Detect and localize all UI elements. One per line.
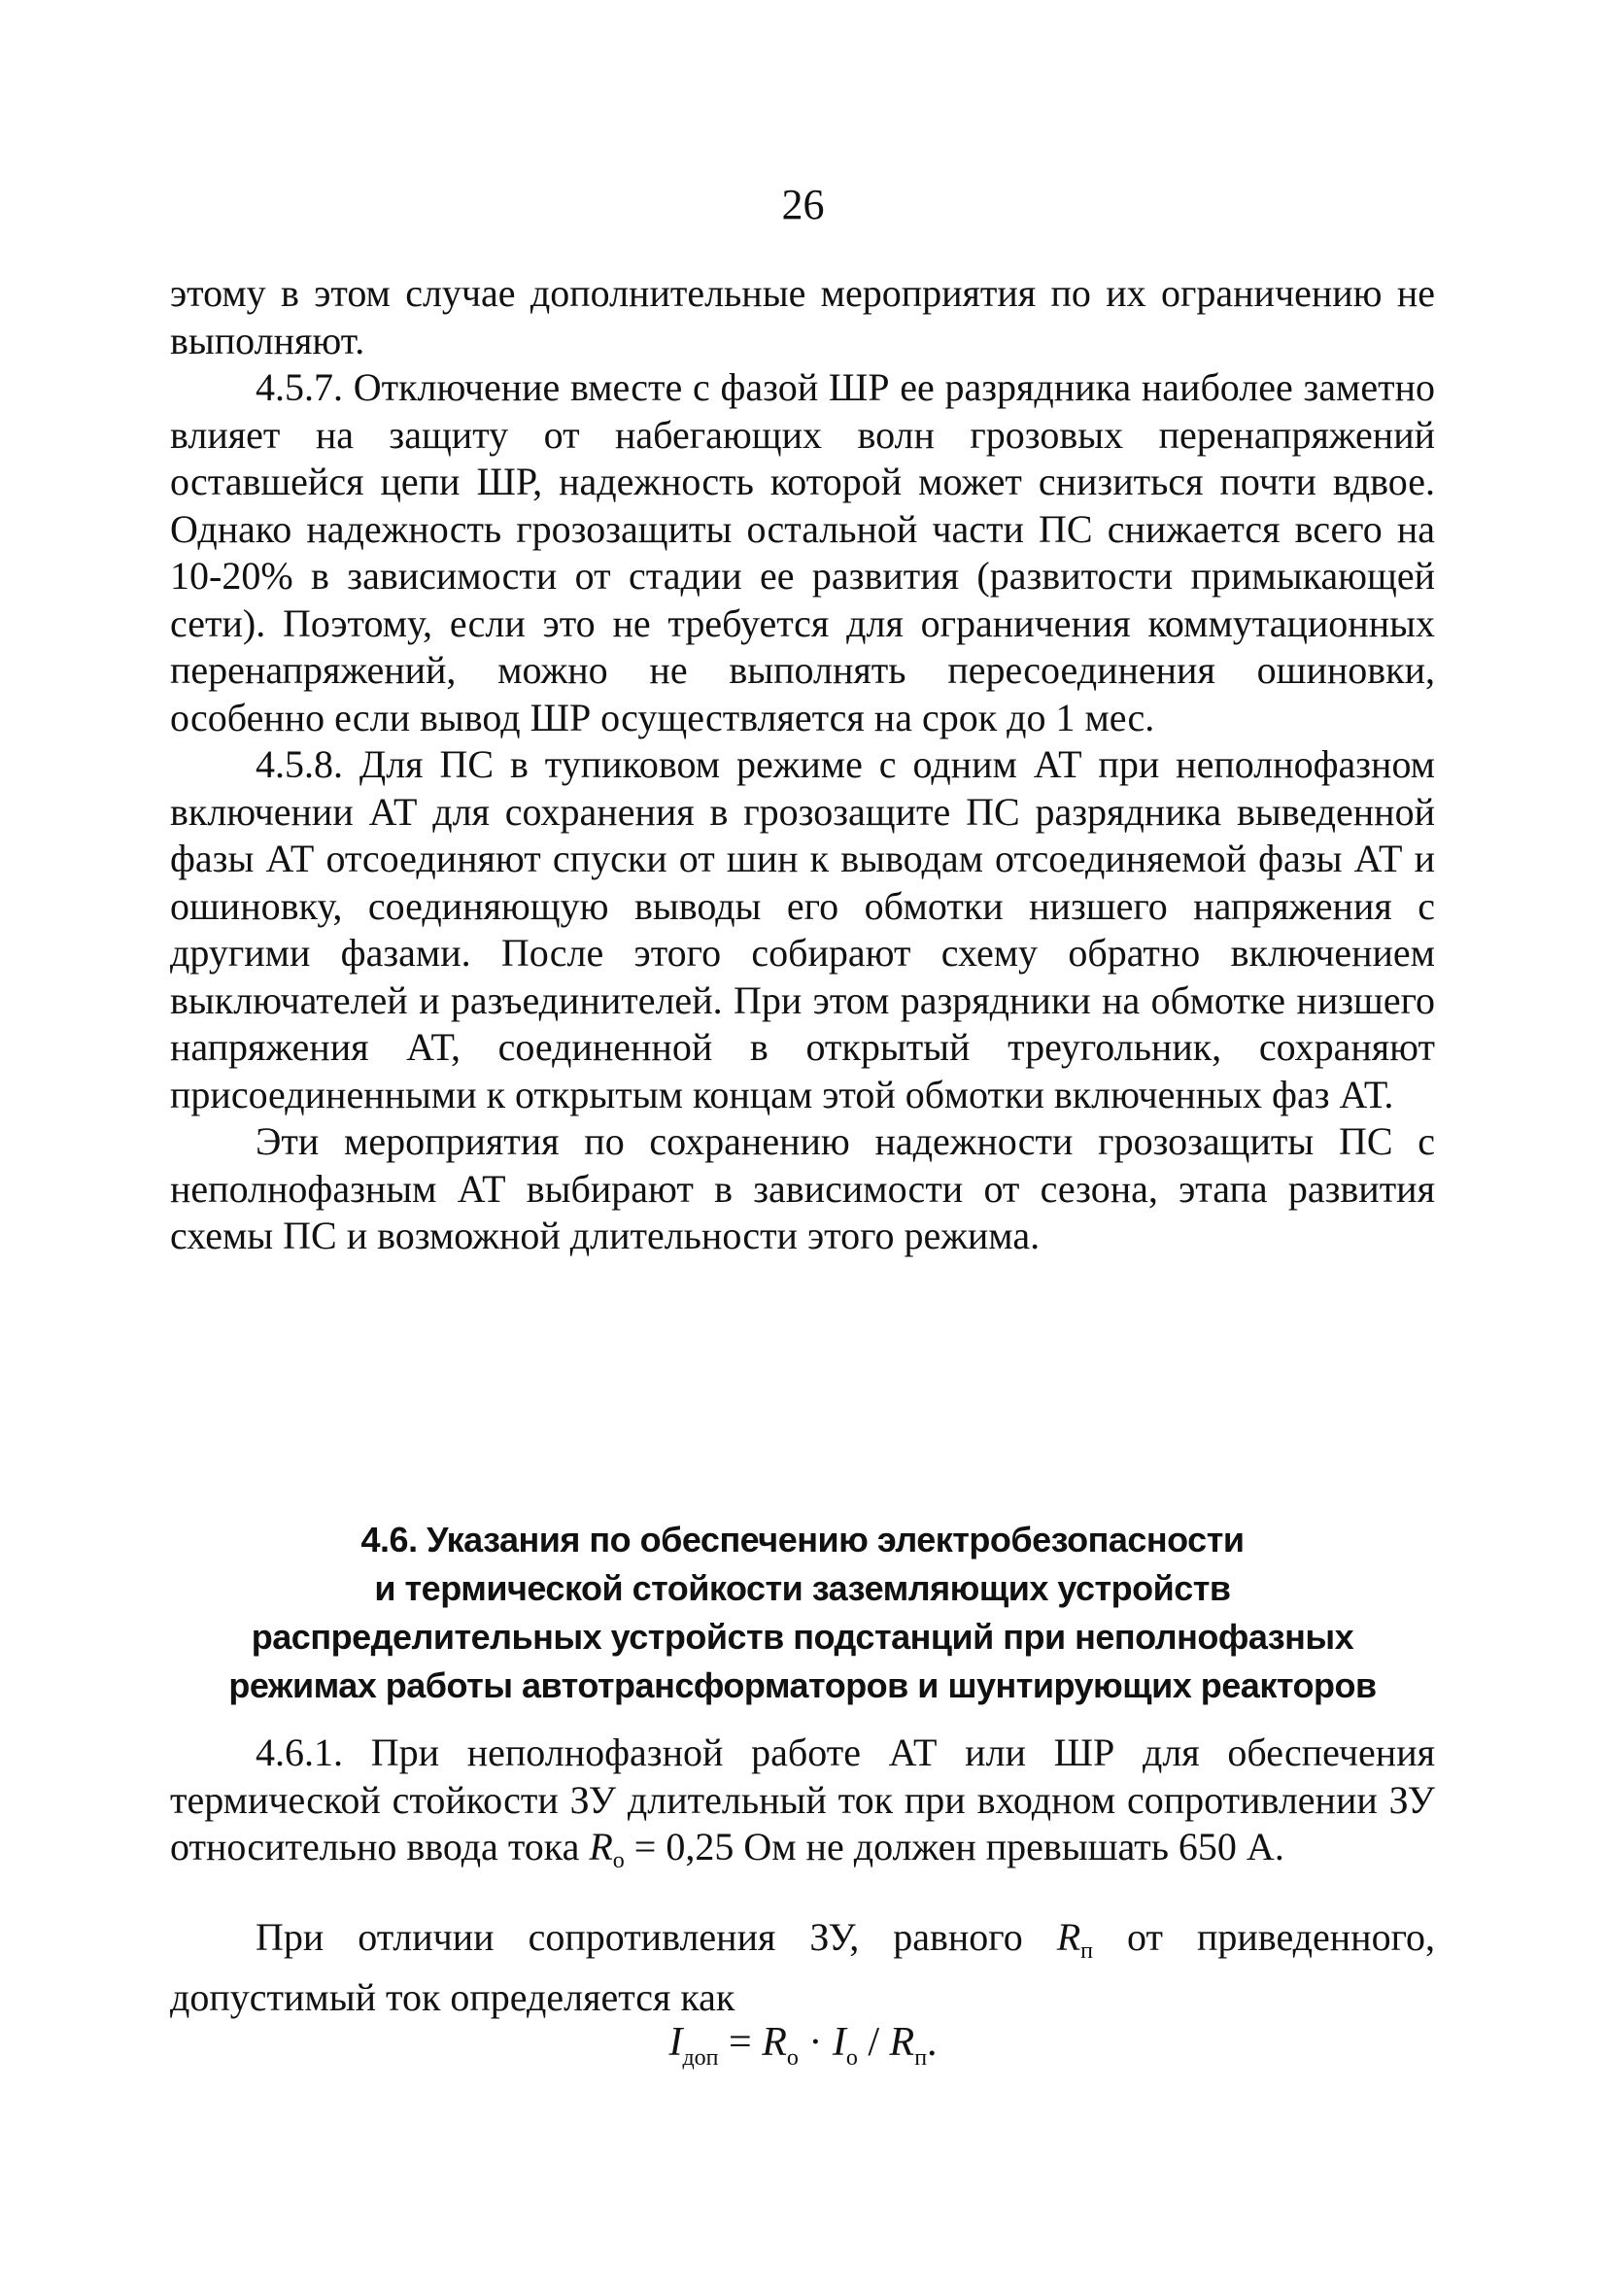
page-number: 26 (781, 181, 825, 228)
paragraph-4-6-2 (170, 1914, 1435, 2022)
heading-line: 4.6. Указания по обеспечению электробезопасности (360, 1520, 1245, 1559)
formula-symbol: I (668, 2020, 683, 2065)
paragraph-measures: Эти мероприятия по сохранению надежности грозозащиты ПС с неполнофазным АТ выбирают в зависимости от сезона, этапа развития схемы ПС и возможной длительности этого режима. (170, 1119, 1435, 1257)
paragraph-text: 4.6.1. При неполнофазной работе АТ или ШР для обеспечения термической стойкости ЗУ длительный ток при входном сопротивлении ЗУ относительно ввода тока (170, 1731, 1435, 1868)
variable-r-o (589, 1825, 625, 1873)
formula-subscript: п (914, 2045, 928, 2071)
formula-operator: . (927, 2020, 938, 2065)
text-block-top (170, 270, 1435, 1260)
paragraph-continuation: этому в этом случае дополнительные мероприятия по их ограничению не выполняют. (170, 271, 1435, 362)
formula-symbol: R (762, 2020, 787, 2065)
formula-operator: = (718, 2020, 763, 2065)
paragraph-text: При отличии сопротивления ЗУ, равного (256, 1914, 1057, 1959)
variable-subscript: о (612, 1848, 625, 1873)
variable-symbol: R (589, 1825, 613, 1868)
formula-allowed-current (0, 2013, 1606, 2087)
paragraph-4-5-8: 4.5.8. Для ПС в тупиковом режиме с одним АТ при неполнофазном включении АТ для сохранения в грозозащите ПС разрядника выведенной фазы АТ отсоединяют спуски от шин к выводам отсоединяемой фазы АТ и ошиновку, соединяющую выводы его обмотки низшего напряжения с другими фазами. После этого собирают схему обратно включением выключателей и разъединителей. При этом разрядники на обмотке низшего напряжения АТ, соединенной в открытый треугольник, сохраняют присоединенными к открытым концам этой обмотки включенных фаз АТ. (170, 742, 1435, 1116)
formula-operator: / (857, 2020, 890, 2065)
paragraph-text: = 0,25 Ом не должен превышать 650 А. (624, 1825, 1284, 1868)
formula-subscript: о (786, 2045, 799, 2071)
formula-symbol: R (889, 2020, 915, 2065)
formula-symbol: I (832, 2020, 846, 2065)
variable-r-p (1056, 1914, 1093, 1964)
heading-line: распределительных устройств подстанций при неполнофазных (251, 1617, 1354, 1657)
text-block-bottom (170, 1730, 1435, 2022)
heading-line: режимах работы автотрансформаторов и шунтирующих реакторов (228, 1665, 1377, 1705)
paragraph-text: от приведенного, допустимый ток определяется как (170, 1914, 1435, 2019)
variable-symbol: R (1056, 1914, 1081, 1959)
paragraph-4-5-7: 4.5.7. Отключение вместе с фазой ШР ее разрядника наиболее заметно влияет на защиту от набегающих волн грозовых перенапряжений оставшейся цепи ШР, надежность которой может снизиться почти вдвое. Однако надежность грозозащиты остальной части ПС снижается всего на 10-20% в зависимости от стадии ее развития (развитости примыкающей сети). Поэтому, если это не требуется для ограничения коммутационных перенапряжений, можно не выполнять пересоединения ошиновки, особенно если вывод ШР осуществляется на срок до 1 мес. (170, 365, 1435, 739)
section-heading-4-6 (170, 1516, 1435, 1710)
paragraph-4-6-1 (170, 1730, 1435, 1885)
heading-line: и термической стойкости заземляющих устройств (374, 1568, 1231, 1608)
variable-subscript: п (1080, 1937, 1093, 1964)
formula-operator: · (798, 2020, 833, 2065)
formula-subscript: доп (682, 2045, 719, 2071)
formula-subscript: о (845, 2045, 858, 2071)
